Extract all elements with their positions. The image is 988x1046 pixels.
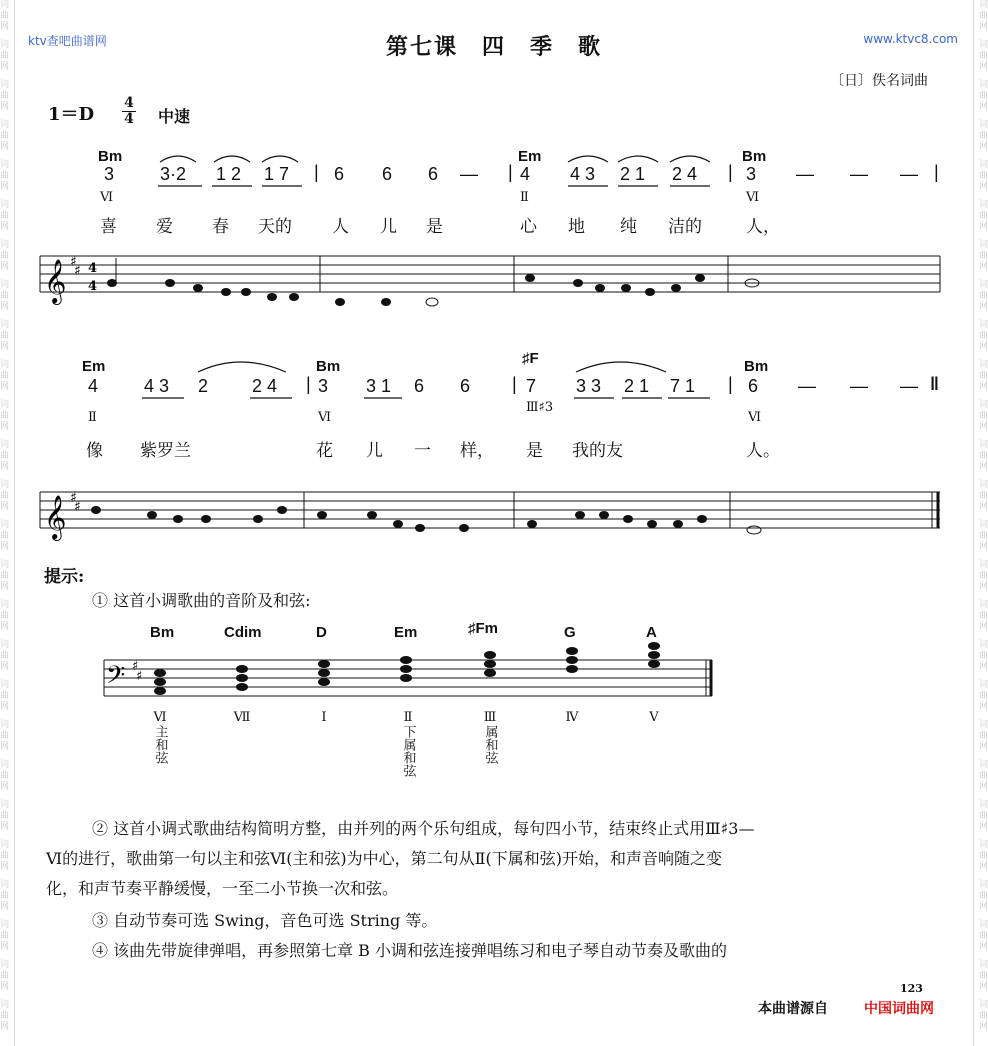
jianpu-note: 6 <box>414 376 425 396</box>
degree-function: 下属和弦 <box>400 725 416 777</box>
lyric: 天的 <box>258 217 292 237</box>
side-watermark-glyph: 词 曲 网 <box>0 760 10 792</box>
tempo-marking: 中速 <box>158 107 191 126</box>
side-watermark-glyph: 词 曲 网 <box>0 560 10 592</box>
jianpu-note: 4 <box>88 376 99 396</box>
scale-degree <box>312 710 336 725</box>
lyric: 是 <box>426 217 443 237</box>
chord-label: Bm <box>316 358 341 375</box>
scale-chord-name: D <box>316 624 327 641</box>
barline: | <box>314 162 319 182</box>
chord-label: Bm <box>742 148 767 165</box>
sharp-icon: ♯ <box>74 499 81 515</box>
jianpu-note: 3 <box>318 376 329 396</box>
slur <box>568 156 608 162</box>
scale-degree <box>148 710 172 764</box>
side-watermark-glyph: 词 曲 网 <box>0 160 10 192</box>
jianpu-dash: — <box>850 164 868 184</box>
footer-brand-link[interactable]: 中国词曲网 <box>864 1001 934 1017</box>
side-watermark-glyph: 词 曲 网 <box>0 480 10 512</box>
sharp-icon: ♯ <box>136 669 143 684</box>
degree-roman: Ⅶ <box>233 710 251 725</box>
song-title: 第七课 四 季 歌 <box>385 34 602 60</box>
side-watermark-glyph: 词 曲 网 <box>0 800 10 832</box>
side-watermark-glyph: 词 曲 网 <box>0 680 10 712</box>
side-watermark-glyph: 词 曲 网 <box>978 760 988 792</box>
hint-item-4: ④ 该曲先带旋律弹唱，再参照第七章 B 小调和弦连接弹唱练习和电子琴自动节奏及歌曲的 <box>92 941 728 960</box>
jianpu-note: 4 3 <box>570 164 596 184</box>
jianpu-note: 6 <box>428 164 439 184</box>
side-watermark-glyph: 词 曲 网 <box>978 640 988 672</box>
jianpu-dash: — <box>850 376 868 396</box>
side-watermark-glyph: 词 曲 网 <box>0 120 10 152</box>
slur <box>618 156 658 162</box>
chord-label: ♯F <box>522 350 539 367</box>
hint-item-2-line-1: ② 这首小调式歌曲结构简明方整，由并列的两个乐句组成，每句四小节，结束终止式用Ⅲ♯3— <box>92 819 755 838</box>
jianpu-note: 7 1 <box>670 376 696 396</box>
tie <box>198 362 286 372</box>
treble-clef-icon: 𝄞 <box>44 495 67 539</box>
jianpu-note: 1 7 <box>264 164 290 184</box>
side-watermark-glyph: 词 曲 网 <box>978 40 988 72</box>
scale-degree <box>478 710 502 764</box>
side-watermark-glyph: 词 曲 网 <box>978 600 988 632</box>
lyric: 春 <box>212 217 229 237</box>
side-watermark-glyph: 词 曲 网 <box>0 80 10 112</box>
side-watermark-glyph: 词 曲 网 <box>978 480 988 512</box>
scale-chord-name: ♯Fm <box>468 620 498 637</box>
time-sig-bottom: 4 <box>88 279 98 294</box>
slur <box>262 156 298 162</box>
side-watermark-glyph: 词 曲 网 <box>0 840 10 872</box>
jianpu-note: 3 1 <box>366 376 392 396</box>
side-watermark-glyph: 词 曲 网 <box>978 840 988 872</box>
slur <box>576 362 666 372</box>
side-watermark-glyph: 词 曲 网 <box>0 0 10 32</box>
chord-label: Em <box>82 358 106 375</box>
jianpu-dash: — <box>900 376 918 396</box>
jianpu-note: 6 <box>334 164 345 184</box>
side-watermark-glyph: 词 曲 网 <box>978 120 988 152</box>
time-bottom: 4 <box>124 111 134 127</box>
side-watermark-glyph: 词 曲 网 <box>978 920 988 952</box>
jianpu-dash: — <box>798 376 816 396</box>
side-watermark-glyph: 词 曲 网 <box>0 960 10 992</box>
degree-function: 属和弦 <box>482 725 498 764</box>
lyric: 纯 <box>620 217 637 237</box>
scale-degree <box>642 710 666 725</box>
hint-item-2-line-3: 化，和声节奏平静缓慢，一至二小节换一次和弦。 <box>46 879 399 898</box>
scale-chord-name: A <box>646 624 657 641</box>
roman-degree: Ⅵ <box>748 410 762 425</box>
lyric: 样， <box>460 441 494 461</box>
key-signature: 1＝D <box>48 104 95 125</box>
degree-roman: Ⅴ <box>649 710 659 725</box>
barline: | <box>508 162 513 182</box>
jianpu-note: 7 <box>526 376 537 396</box>
roman-degree: Ⅵ <box>318 410 332 425</box>
roman-degree: Ⅱ <box>520 190 529 205</box>
side-watermark-glyph: 词 曲 网 <box>0 40 10 72</box>
lyric: 爱 <box>156 217 173 237</box>
scale-degree <box>560 710 584 725</box>
degree-roman: Ⅲ <box>483 710 497 725</box>
staff-2 <box>40 492 940 528</box>
hint-heading: 提示: <box>44 567 85 587</box>
footer-source-label: 本曲谱源自 <box>758 1001 828 1017</box>
side-watermark-glyph: 词 曲 网 <box>0 440 10 472</box>
chord-label: Em <box>518 148 542 165</box>
sharp-icon: ♯ <box>70 490 77 506</box>
side-watermark-glyph: 词 曲 网 <box>978 320 988 352</box>
barline: | <box>306 374 311 394</box>
lyric: 心 <box>520 217 537 237</box>
side-watermark-glyph: 词 曲 网 <box>978 440 988 472</box>
scale-chord-name: G <box>564 624 576 641</box>
side-watermark-glyph: 词 曲 网 <box>0 240 10 272</box>
scale-chord-name: Bm <box>150 624 175 641</box>
lyric: 人。 <box>746 441 780 461</box>
lyric: 紫罗兰 <box>140 441 191 461</box>
roman-degree: Ⅲ♯3 <box>526 400 554 415</box>
scale-degree <box>396 710 420 777</box>
side-watermark-glyph: 词 曲 网 <box>978 800 988 832</box>
time-sig-top: 4 <box>88 261 98 276</box>
side-watermark-glyph: 词 曲 网 <box>978 520 988 552</box>
lyric: 像 <box>86 441 103 461</box>
degree-roman: Ⅰ <box>321 710 327 725</box>
side-watermark-glyph: 词 曲 网 <box>978 960 988 992</box>
jianpu-note: 2 1 <box>620 164 646 184</box>
side-watermark-glyph: 词 曲 网 <box>0 280 10 312</box>
jianpu-note: 2 4 <box>252 376 278 396</box>
jianpu-note: 1 2 <box>216 164 242 184</box>
roman-degree: Ⅵ <box>100 190 114 205</box>
barline: | <box>728 374 733 394</box>
jianpu-note: 3·2 <box>160 164 187 184</box>
jianpu-note: 3 3 <box>576 376 602 396</box>
side-watermark-glyph: 词 曲 网 <box>0 200 10 232</box>
lyric: 一 <box>414 441 431 461</box>
page-number: 123 <box>900 982 923 995</box>
degree-function: 主和弦 <box>152 725 168 764</box>
slur <box>160 156 196 162</box>
lyric: 是 <box>526 441 543 461</box>
jianpu-note: 2 4 <box>672 164 698 184</box>
side-watermark-glyph: 词 曲 网 <box>0 720 10 752</box>
slur <box>670 156 710 162</box>
bass-clef-icon: 𝄢 <box>106 661 126 696</box>
side-watermark-glyph: 词 曲 网 <box>978 240 988 272</box>
lyric: 花 <box>316 441 333 461</box>
side-watermark-glyph: 词 曲 网 <box>0 400 10 432</box>
chord-label: Bm <box>744 358 769 375</box>
jianpu-dash: — <box>900 164 918 184</box>
lyric: 人， <box>746 217 780 237</box>
barline: | <box>934 162 939 182</box>
side-watermark-glyph: 词 曲 网 <box>0 640 10 672</box>
degree-roman: Ⅱ <box>403 710 413 725</box>
watermark-right: www.ktvc8.com <box>863 32 958 46</box>
side-watermark-glyph: 词 曲 网 <box>0 880 10 912</box>
side-watermark-glyph: 词 曲 网 <box>978 160 988 192</box>
jianpu-note: 3 <box>104 164 115 184</box>
jianpu-note: 2 1 <box>624 376 650 396</box>
jianpu-note: 4 3 <box>144 376 170 396</box>
sharp-icon: ♯ <box>132 659 139 674</box>
lyric: 人 <box>332 217 349 237</box>
hint-item-2-line-2: Ⅵ的进行，歌曲第一句以主和弦Ⅵ(主和弦)为中心，第二句从Ⅱ(下属和弦)开始，和声音响随之变 <box>46 849 723 868</box>
treble-clef-icon: 𝄞 <box>44 259 67 303</box>
side-watermark-glyph: 词 曲 网 <box>978 400 988 432</box>
jianpu-note: 6 <box>748 376 759 396</box>
side-watermark-glyph: 词 曲 网 <box>978 1000 988 1032</box>
side-watermark-glyph: 词 曲 网 <box>978 80 988 112</box>
watermark-left: ktv查吧曲谱网 <box>28 34 107 48</box>
side-watermark-glyph: 词 曲 网 <box>978 560 988 592</box>
lyric: 地 <box>568 217 585 237</box>
scale-chord-name: Em <box>394 624 418 641</box>
lyric: 儿 <box>380 217 397 237</box>
degree-roman: Ⅵ <box>153 710 167 725</box>
barline: | <box>728 162 733 182</box>
side-watermark-glyph: 词 曲 网 <box>0 520 10 552</box>
roman-degree: Ⅱ <box>88 410 97 425</box>
lyric: 儿 <box>366 441 383 461</box>
final-barline: ‖ <box>930 374 939 394</box>
staff-1 <box>40 256 940 292</box>
jianpu-note: 3 <box>746 164 757 184</box>
jianpu-note: 2 <box>198 376 209 396</box>
jianpu-note: 6 <box>382 164 393 184</box>
sharp-icon: ♯ <box>70 254 77 270</box>
hint-item-1: ① 这首小调歌曲的音阶及和弦: <box>92 591 311 610</box>
roman-degree: Ⅵ <box>746 190 760 205</box>
hint-item-3: ③ 自动节奏可选 Swing，音色可选 String 等。 <box>92 911 438 930</box>
slur <box>214 156 250 162</box>
side-watermark-glyph: 词 曲 网 <box>978 360 988 392</box>
side-watermark-glyph: 词 曲 网 <box>978 0 988 32</box>
scale-degree <box>230 710 254 725</box>
lyric: 洁的 <box>668 217 702 237</box>
side-watermark-glyph: 词 曲 网 <box>978 720 988 752</box>
side-watermark-glyph: 词 曲 网 <box>0 360 10 392</box>
jianpu-dash: — <box>460 164 478 184</box>
sharp-icon: ♯ <box>74 263 81 279</box>
side-watermark-glyph: 词 曲 网 <box>0 320 10 352</box>
barline: | <box>512 374 517 394</box>
jianpu-arcs <box>160 156 710 372</box>
side-watermark-glyph: 词 曲 网 <box>978 680 988 712</box>
time-top: 4 <box>122 96 136 112</box>
side-watermark-glyph: 词 曲 网 <box>978 280 988 312</box>
side-watermark-glyph: 词 曲 网 <box>978 880 988 912</box>
jianpu-dash: — <box>796 164 814 184</box>
side-watermark-glyph: 词 曲 网 <box>978 200 988 232</box>
degree-roman: Ⅳ <box>565 710 579 725</box>
jianpu-note: 6 <box>460 376 471 396</box>
jianpu-note: 4 <box>520 164 531 184</box>
side-watermark-glyph: 词 曲 网 <box>0 600 10 632</box>
song-author: 〔日〕佚名词曲 <box>830 73 928 89</box>
lyric: 我的友 <box>572 441 623 461</box>
lyric: 喜 <box>100 217 117 237</box>
side-watermark-glyph: 词 曲 网 <box>0 1000 10 1032</box>
scale-chord-name: Cdim <box>224 624 262 641</box>
chord-label: Bm <box>98 148 123 165</box>
side-watermark-glyph: 词 曲 网 <box>0 920 10 952</box>
